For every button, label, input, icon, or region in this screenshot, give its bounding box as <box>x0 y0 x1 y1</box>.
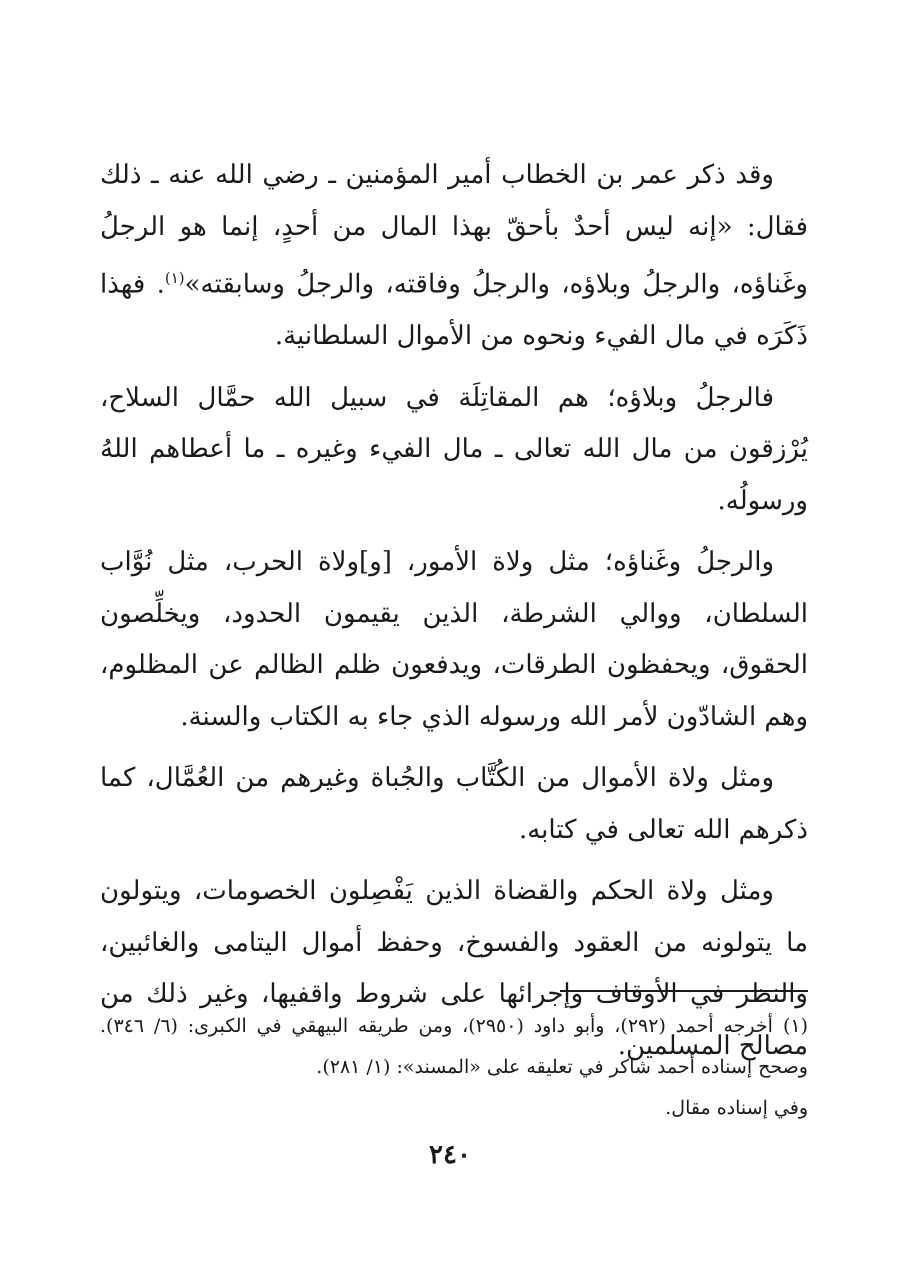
footnote <box>100 1006 808 1129</box>
footnote-separator <box>560 990 808 992</box>
footnote-text: أخرجه أحمد (٢٩٢)، وأبو داود (٢٩٥٠)، ومن طريقه البيهقي في الكبرى: (٦/ ٣٤٦). وصحح إسناده أحمد شاكر في تعليقه على «المسند»: (١/ ٢٨١). <box>100 1015 808 1078</box>
footnote-reference[interactable]: (١) <box>164 269 185 287</box>
footnote-number: (١) <box>782 1015 808 1037</box>
footnote-line-1 <box>100 1006 808 1088</box>
page-number: ٢٤٠ <box>429 1140 471 1170</box>
paragraph-3: والرجلُ وغَناؤه؛ مثل ولاة الأمور، [و]ولاة الحرب، مثل نُوَّاب السلطان، ووالي الشرطة، الذين يقيمون الحدود، ويخلِّصون الحقوق، ويحفظون الطرقات، ويدفعون ظلم الظالم عن المظلوم، وهم الشادّون لأمر الله ورسوله الذي جاء به الكتاب والسنة. <box>100 547 808 732</box>
paragraph-1-tail: . فهذا ذَكَرَه في مال الفيء ونحوه من الأموال السلطانية. <box>100 269 808 352</box>
main-text <box>100 150 808 1082</box>
paragraph-1 <box>100 150 808 363</box>
paragraph-4: ومثل ولاة الأموال من الكُتَّاب والجُباة وغيرهم من العُمَّال، كما ذكرهم الله تعالى في كتابه. <box>100 763 808 845</box>
footnote-line-2: وفي إسناده مقال. <box>665 1097 808 1119</box>
paragraph-2: فالرجلُ وبلاؤه؛ هم المقاتِلَة في سبيل الله حمَّال السلاح، يُرْزقون من مال الله تعالى ـ مال الفيء وغيره ـ ما أعطاهم اللهُ ورسولُه. <box>100 382 808 516</box>
paragraph-5: ومثل ولاة الحكم والقضاة الذين يَفْصِلون الخصومات، ويتولون ما يتولونه من العقود والفسوخ، وحفظ أموال اليتامى والغائبين، والنظر في الأوقاف وإجرائها على شروط واقفيها، وغير ذلك من مصالح المسلمين. <box>100 876 808 1061</box>
quote-text: وقد ذكر عمر بن الخطاب أمير المؤمنين ـ رضي الله عنه ـ ذلك فقال: «إنه ليس أحدٌ بأحقّ بهذا المال من أحدٍ، إنما هو الرجلُ وغَناؤه، والرجلُ وبلاؤه، والرجلُ وفاقته، والرجلُ وسابقته» <box>100 160 808 300</box>
